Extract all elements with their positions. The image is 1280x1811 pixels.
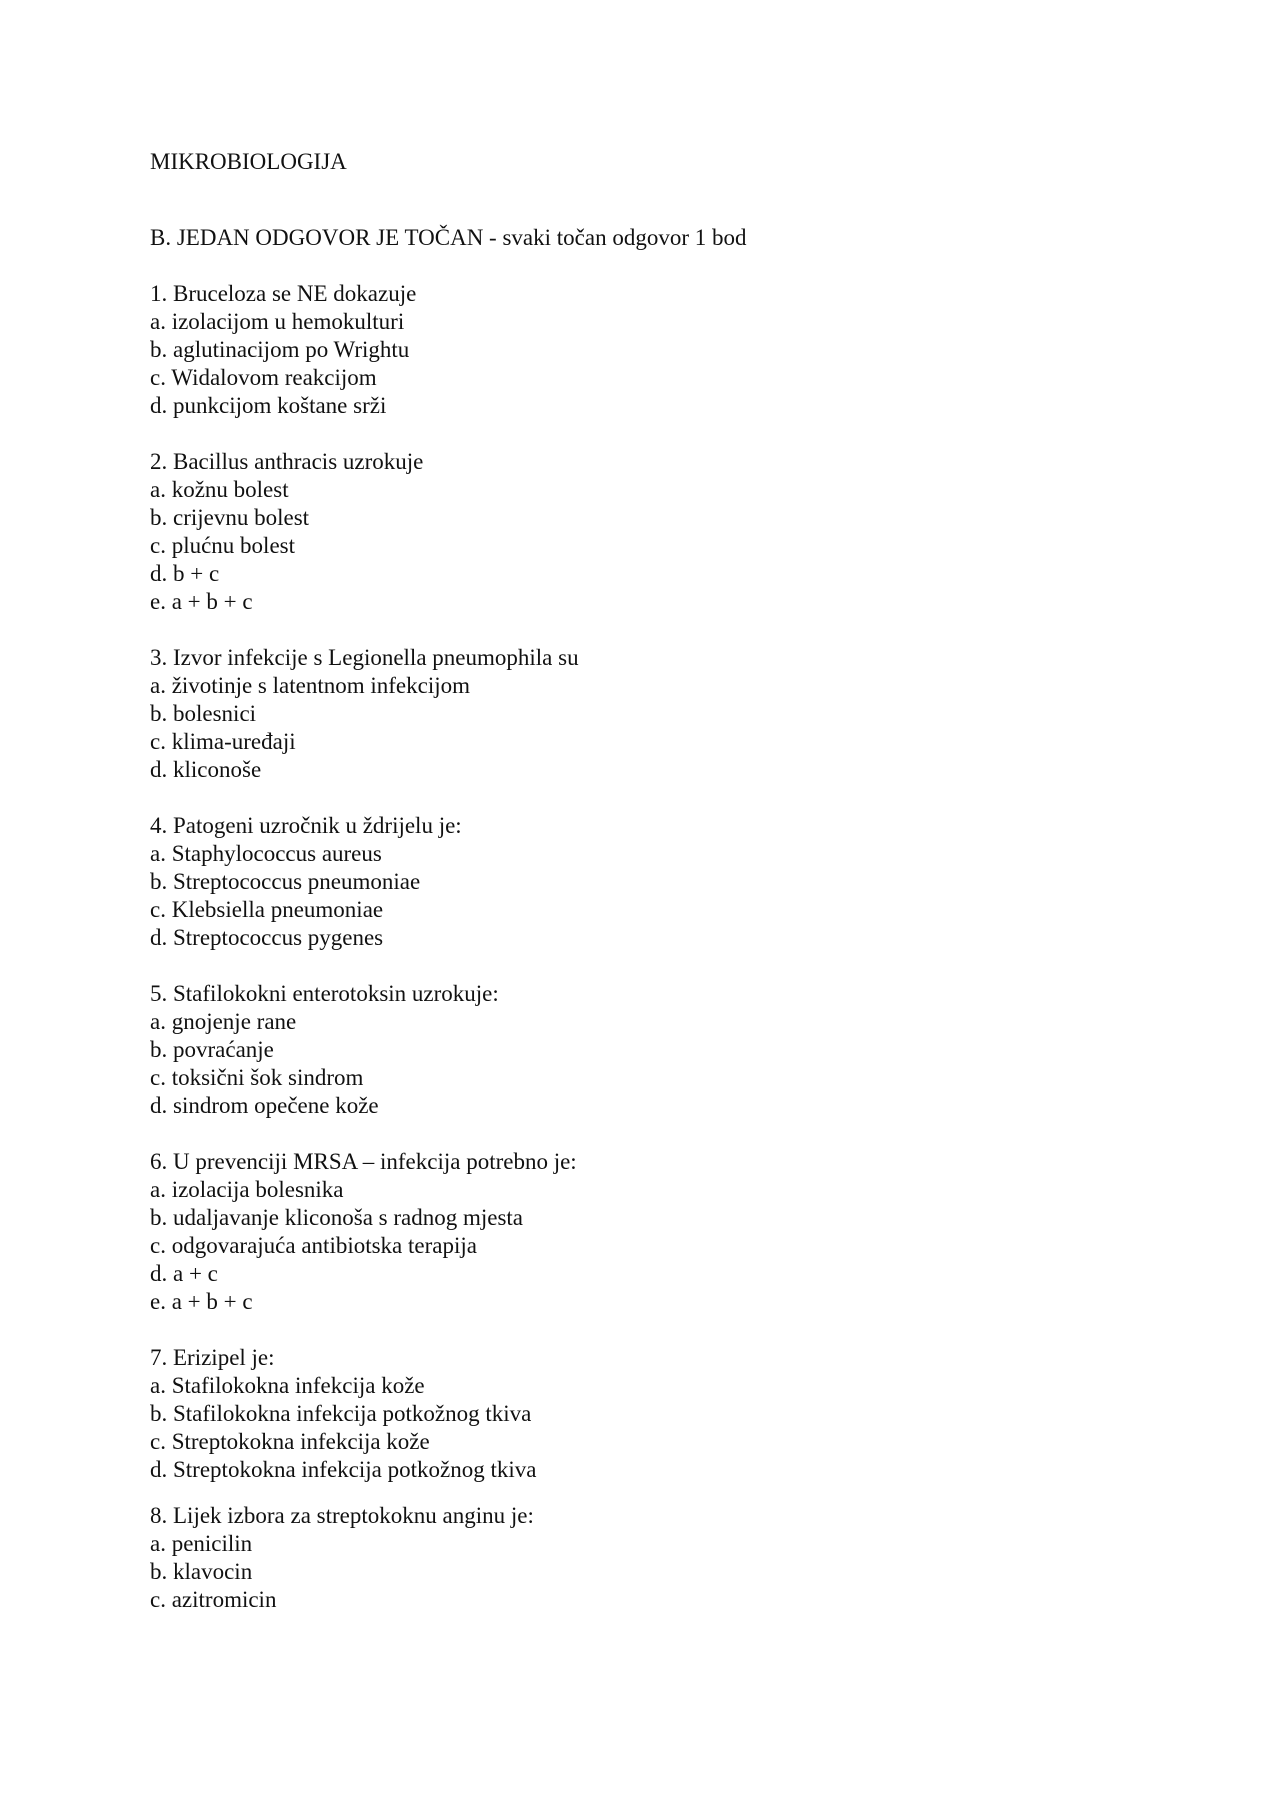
answer-option: d. b + c: [150, 561, 220, 586]
question-text: 4. Patogeni uzročnik u ždrijelu je:: [150, 813, 462, 838]
answer-option: c. klima-uređaji: [150, 729, 296, 754]
answer-option: d. punkcijom koštane srži: [150, 393, 387, 418]
answer-option: a. izolacijom u hemokulturi: [150, 309, 405, 334]
answer-option: d. Streptokokna infekcija potkožnog tkiva: [150, 1457, 537, 1482]
question-text: 8. Lijek izbora za streptokoknu anginu je:: [150, 1503, 534, 1528]
question-text: 1. Bruceloza se NE dokazuje: [150, 281, 417, 306]
answer-option: d. a + c: [150, 1261, 218, 1286]
question-text: 7. Erizipel je:: [150, 1345, 275, 1370]
question-7: [150, 1344, 1150, 1484]
answer-option: d. Streptococcus pygenes: [150, 925, 384, 950]
answer-option: a. penicilin: [150, 1531, 253, 1556]
answer-option: c. azitromicin: [150, 1587, 277, 1612]
question-4: [150, 812, 1150, 952]
question-1: [150, 280, 1150, 420]
answer-option: c. toksični šok sindrom: [150, 1065, 364, 1090]
answer-option: a. Stafilokokna infekcija kože: [150, 1373, 425, 1398]
answer-option: c. plućnu bolest: [150, 533, 295, 558]
answer-option: b. udaljavanje kliconoša s radnog mjesta: [150, 1205, 524, 1230]
answer-option: b. Stafilokokna infekcija potkožnog tkiva: [150, 1401, 532, 1426]
answer-option: a. izolacija bolesnika: [150, 1177, 344, 1202]
answer-option: a. životinje s latentnom infekcijom: [150, 673, 471, 698]
document-content: [150, 148, 1150, 1614]
answer-option: e. a + b + c: [150, 589, 253, 614]
answer-option: c. Streptokokna infekcija kože: [150, 1429, 430, 1454]
answer-option: c. odgovarajuća antibiotska terapija: [150, 1233, 477, 1258]
question-6: [150, 1148, 1150, 1316]
section-heading: B. JEDAN ODGOVOR JE TOČAN - svaki točan odgovor 1 bod: [150, 225, 747, 250]
answer-option: b. crijevnu bolest: [150, 505, 310, 530]
answer-option: a. gnojenje rane: [150, 1009, 297, 1034]
question-text: 2. Bacillus anthracis uzrokuje: [150, 449, 424, 474]
answer-option: a. kožnu bolest: [150, 477, 289, 502]
question-3: [150, 644, 1150, 784]
answer-option: d. kliconoše: [150, 757, 262, 782]
answer-option: c. Klebsiella pneumoniae: [150, 897, 384, 922]
question-text: 3. Izvor infekcije s Legionella pneumophila su: [150, 645, 579, 670]
question-text: 5. Stafilokokni enterotoksin uzrokuje:: [150, 981, 499, 1006]
question-2: [150, 448, 1150, 616]
document-title: MIKROBIOLOGIJA: [150, 149, 347, 174]
answer-option: b. povraćanje: [150, 1037, 274, 1062]
answer-option: b. aglutinacijom po Wrightu: [150, 337, 410, 362]
answer-option: e. a + b + c: [150, 1289, 253, 1314]
answer-option: b. Streptococcus pneumoniae: [150, 869, 421, 894]
question-text: 6. U prevenciji MRSA – infekcija potrebno je:: [150, 1149, 577, 1174]
answer-option: d. sindrom opečene kože: [150, 1093, 379, 1118]
answer-option: b. bolesnici: [150, 701, 257, 726]
question-5: [150, 980, 1150, 1120]
question-8: [150, 1502, 1150, 1614]
answer-option: b. klavocin: [150, 1559, 253, 1584]
answer-option: c. Widalovom reakcijom: [150, 365, 377, 390]
answer-option: a. Staphylococcus aureus: [150, 841, 382, 866]
